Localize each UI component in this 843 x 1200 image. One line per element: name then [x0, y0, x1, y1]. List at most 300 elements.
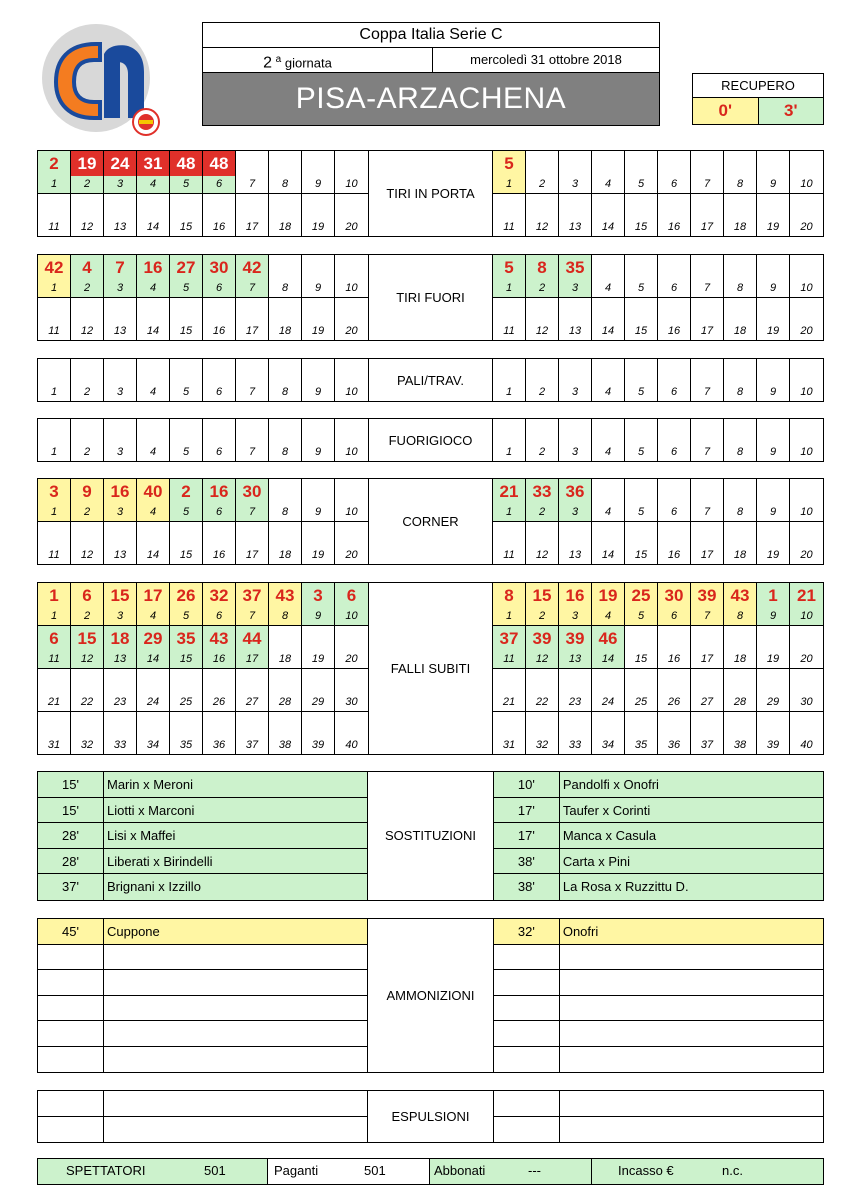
- stat-index-cell: 18: [724, 219, 757, 236]
- event-minute: [38, 1117, 104, 1143]
- stat-value-cell: [790, 626, 823, 651]
- stat-value-cell: 29: [137, 626, 170, 651]
- stat-index-cell: 35: [625, 737, 658, 754]
- stat-value-cell: [724, 298, 757, 323]
- stat-index-cell: 13: [104, 651, 137, 668]
- stat-index-cell: 34: [592, 737, 625, 754]
- stat-value-cell: [71, 359, 104, 384]
- abbonati-label: Abbonati: [434, 1163, 486, 1178]
- event-minute: [494, 1117, 560, 1143]
- list-row: [494, 970, 823, 996]
- section-label: ESPULSIONI: [367, 1091, 494, 1142]
- stat-value-cell: 19: [71, 151, 104, 176]
- stat-index-cell: 5: [170, 608, 203, 625]
- list-row: [494, 919, 823, 945]
- stat-value-cell: 8: [493, 583, 526, 608]
- stat-value-cell: [236, 522, 269, 547]
- stat-index-cell: 10: [790, 608, 823, 625]
- stat-index-cell: 8: [269, 444, 302, 461]
- stat-index-cell: 12: [71, 219, 104, 236]
- stat-index-cell: 5: [170, 504, 203, 521]
- stat-value-cell: 43: [269, 583, 302, 608]
- stat-index-cell: 4: [592, 384, 625, 401]
- stat-index-cell: 16: [658, 219, 691, 236]
- stat-index-cell: 6: [203, 280, 236, 297]
- away-stats: [493, 583, 823, 754]
- stat-value-cell: [658, 194, 691, 219]
- stat-value-cell: [335, 522, 368, 547]
- stat-index-cell: 1: [38, 504, 71, 521]
- stat-value-cell: [71, 419, 104, 444]
- stat-index-cell: 37: [236, 737, 269, 754]
- stat-index-cell: 27: [236, 694, 269, 711]
- stat-value-cell: [526, 419, 559, 444]
- stat-index-cell: 3: [559, 280, 592, 297]
- section-label: PALI/TRAV.: [368, 359, 493, 401]
- stat-index-cell: 15: [170, 323, 203, 340]
- stat-index-cell: 1: [493, 608, 526, 625]
- stat-value-cell: [335, 255, 368, 280]
- stat-value-cell: 35: [170, 626, 203, 651]
- list-row: [38, 1047, 367, 1073]
- stat-index-cell: 4: [137, 608, 170, 625]
- stat-value-cell: [170, 669, 203, 694]
- stat-index-cell: 3: [104, 444, 137, 461]
- stat-value-cell: [236, 194, 269, 219]
- stat-index-cell: 15: [170, 651, 203, 668]
- stat-index-cell: 2: [71, 444, 104, 461]
- stat-index-cell: 9: [302, 444, 335, 461]
- list-row: [38, 919, 367, 945]
- stat-index-cell: 36: [203, 737, 236, 754]
- stat-value-cell: [203, 522, 236, 547]
- event-player: [104, 996, 367, 1021]
- stat-value-cell: 1: [38, 583, 71, 608]
- stat-value-cell: [335, 626, 368, 651]
- stat-index-cell: 3: [104, 504, 137, 521]
- stat-value-cell: [691, 522, 724, 547]
- stat-value-cell: [592, 712, 625, 737]
- event-player: Liotti x Marconi: [107, 802, 195, 818]
- stat-value-cell: 39: [691, 583, 724, 608]
- stat-index-cell: 11: [493, 323, 526, 340]
- stat-index-cell: 16: [203, 323, 236, 340]
- stat-value-cell: [757, 712, 790, 737]
- stat-value-cell: [592, 522, 625, 547]
- stat-value-cell: [335, 194, 368, 219]
- stat-value-cell: [71, 712, 104, 737]
- stat-value-cell: [335, 712, 368, 737]
- stat-index-cell: 5: [625, 384, 658, 401]
- list-row: [38, 1021, 367, 1047]
- stat-index-cell: 30: [345, 696, 358, 708]
- list-row: [494, 1021, 823, 1047]
- stat-value-cell: [559, 522, 592, 547]
- stat-index-cell: 15: [625, 323, 658, 340]
- stat-value-cell: [269, 712, 302, 737]
- stat-value-cell: [658, 712, 691, 737]
- stat-value-cell: 7: [104, 255, 137, 280]
- list-row: [494, 1047, 823, 1073]
- stat-value-cell: [38, 669, 71, 694]
- stat-value-cell: [38, 419, 71, 444]
- stat-index-cell: 4: [137, 504, 170, 521]
- stat-index-cell: 3: [559, 608, 592, 625]
- stat-index-cell: 10: [345, 446, 358, 458]
- stats-section: [37, 478, 824, 565]
- stat-value-cell: [790, 359, 823, 384]
- stat-index-cell: 22: [71, 694, 104, 711]
- stat-index-cell: 6: [658, 280, 691, 297]
- event-minute: [38, 996, 104, 1021]
- stat-value-cell: [137, 359, 170, 384]
- stat-index-cell: 19: [757, 651, 790, 668]
- stat-index-cell: 3: [559, 504, 592, 521]
- stat-index-cell: 17: [691, 219, 724, 236]
- stat-value-cell: 42: [236, 255, 269, 280]
- stat-value-cell: 6: [71, 583, 104, 608]
- stat-index-cell: 14: [137, 547, 170, 564]
- stat-value-cell: [757, 669, 790, 694]
- stat-index-cell: 9: [302, 384, 335, 401]
- stat-value-cell: [724, 255, 757, 280]
- event-player: [560, 1021, 823, 1046]
- stat-index-cell: 5: [625, 608, 658, 625]
- stat-value-cell: [302, 419, 335, 444]
- stat-index-cell: 30: [800, 696, 813, 708]
- stat-value-cell: [592, 298, 625, 323]
- stat-index-cell: 15: [170, 547, 203, 564]
- espulsioni-section: [37, 1090, 824, 1143]
- stat-index-cell: 18: [269, 547, 302, 564]
- stat-index-cell: 9: [302, 608, 335, 625]
- stat-index-cell: 1: [38, 280, 71, 297]
- stat-index-cell: 20: [800, 653, 813, 665]
- sostituzioni-section: [37, 771, 824, 901]
- stat-value-cell: 21: [790, 583, 823, 608]
- stat-index-cell: 10: [800, 446, 813, 458]
- stat-value-cell: [625, 419, 658, 444]
- stat-value-cell: [691, 151, 724, 176]
- stat-value-cell: [757, 359, 790, 384]
- event-minute: 17': [494, 823, 560, 848]
- event-minute: [38, 1091, 104, 1116]
- stat-value-cell: [137, 669, 170, 694]
- stat-value-cell: 35: [559, 255, 592, 280]
- stat-value-cell: [269, 194, 302, 219]
- event-player: [104, 1021, 367, 1046]
- stat-index-cell: 12: [526, 651, 559, 668]
- stat-index-cell: 21: [38, 694, 71, 711]
- away-stats: [493, 419, 823, 461]
- stat-index-cell: 18: [269, 323, 302, 340]
- stat-value-cell: [335, 359, 368, 384]
- stat-value-cell: 15: [526, 583, 559, 608]
- stat-index-cell: 5: [170, 280, 203, 297]
- stat-value-cell: [493, 359, 526, 384]
- stat-value-cell: 16: [137, 255, 170, 280]
- list-row: [494, 849, 823, 875]
- stat-value-cell: 31: [137, 151, 170, 176]
- event-player: [560, 1091, 823, 1116]
- home-stats: [38, 479, 368, 564]
- home-ammonizioni: [38, 919, 367, 1072]
- event-minute: 15': [38, 772, 104, 797]
- stat-index-cell: 19: [757, 323, 790, 340]
- event-minute: [494, 996, 560, 1021]
- spettatori-label: SPETTATORI: [66, 1163, 146, 1178]
- stat-index-cell: 14: [592, 547, 625, 564]
- home-sostituzioni: [38, 772, 367, 900]
- stat-index-cell: 9: [757, 444, 790, 461]
- recupero-second-half: 3': [759, 98, 824, 124]
- stat-index-cell: 28: [724, 694, 757, 711]
- list-row: [494, 874, 823, 900]
- stat-index-cell: 8: [724, 176, 757, 193]
- stat-value-cell: [790, 479, 823, 504]
- stat-value-cell: [104, 419, 137, 444]
- event-player: [560, 1117, 823, 1143]
- list-row: [38, 849, 367, 875]
- stat-index-cell: 4: [137, 176, 170, 193]
- stat-index-cell: 2: [71, 280, 104, 297]
- stat-index-cell: 1: [38, 608, 71, 625]
- stat-value-cell: 46: [592, 626, 625, 651]
- stat-value-cell: 16: [559, 583, 592, 608]
- stat-value-cell: 39: [526, 626, 559, 651]
- stat-index-cell: 26: [203, 694, 236, 711]
- stat-value-cell: [724, 479, 757, 504]
- stat-value-cell: 6: [335, 583, 368, 608]
- stat-value-cell: [335, 669, 368, 694]
- stat-index-cell: 3: [559, 444, 592, 461]
- stat-value-cell: [302, 359, 335, 384]
- stat-value-cell: 15: [71, 626, 104, 651]
- stat-index-cell: 6: [203, 504, 236, 521]
- stat-value-cell: [302, 151, 335, 176]
- stat-index-cell: 4: [592, 176, 625, 193]
- stat-value-cell: [170, 712, 203, 737]
- away-ammonizioni: [494, 919, 823, 1072]
- stat-value-cell: 30: [203, 255, 236, 280]
- event-player: Carta x Pini: [562, 853, 631, 869]
- stat-index-cell: 1: [493, 384, 526, 401]
- stat-value-cell: [302, 298, 335, 323]
- stat-index-cell: 6: [658, 444, 691, 461]
- stat-value-cell: [790, 194, 823, 219]
- stat-value-cell: [335, 479, 368, 504]
- stat-value-cell: [203, 712, 236, 737]
- stat-value-cell: [493, 194, 526, 219]
- event-minute: 32': [494, 919, 560, 944]
- stat-value-cell: [658, 419, 691, 444]
- event-player: [560, 996, 823, 1021]
- stat-value-cell: [104, 298, 137, 323]
- stat-index-cell: 4: [592, 608, 625, 625]
- stat-value-cell: [691, 419, 724, 444]
- stat-index-cell: 2: [526, 444, 559, 461]
- stat-index-cell: 20: [345, 653, 358, 665]
- stat-value-cell: [71, 522, 104, 547]
- section-label: FALLI SUBITI: [368, 583, 493, 754]
- stat-index-cell: 1: [493, 280, 526, 297]
- stat-index-cell: 16: [203, 547, 236, 564]
- stat-index-cell: 14: [592, 323, 625, 340]
- attendance-footer: [37, 1158, 824, 1185]
- stat-value-cell: [592, 669, 625, 694]
- stat-index-cell: 34: [137, 737, 170, 754]
- paganti-label: Paganti: [274, 1163, 319, 1178]
- stat-value-cell: [592, 151, 625, 176]
- stat-index-cell: 12: [71, 323, 104, 340]
- list-row: [38, 1091, 367, 1117]
- stat-index-cell: 16: [658, 651, 691, 668]
- stat-index-cell: 28: [269, 694, 302, 711]
- stat-index-cell: 8: [269, 280, 302, 297]
- list-row: [38, 996, 367, 1022]
- match-header: [202, 22, 660, 126]
- stat-value-cell: 4: [71, 255, 104, 280]
- stat-value-cell: [691, 298, 724, 323]
- stat-index-cell: 40: [800, 739, 813, 751]
- stat-index-cell: 10: [800, 282, 813, 294]
- stat-value-cell: [38, 712, 71, 737]
- stat-index-cell: 1: [493, 504, 526, 521]
- stat-index-cell: 11: [493, 219, 526, 236]
- event-minute: 37': [38, 874, 104, 900]
- stat-index-cell: 8: [269, 608, 302, 625]
- stat-value-cell: [71, 298, 104, 323]
- stat-index-cell: 8: [724, 504, 757, 521]
- stat-value-cell: [38, 298, 71, 323]
- stat-index-cell: 12: [71, 651, 104, 668]
- event-player: [104, 1047, 367, 1073]
- stat-index-cell: 8: [269, 176, 302, 193]
- stats-section: [37, 358, 824, 402]
- stat-value-cell: [790, 669, 823, 694]
- stat-index-cell: 39: [757, 737, 790, 754]
- stat-index-cell: 20: [345, 221, 358, 233]
- stat-value-cell: [625, 359, 658, 384]
- stat-value-cell: 21: [493, 479, 526, 504]
- stat-value-cell: 42: [38, 255, 71, 280]
- stat-value-cell: 16: [104, 479, 137, 504]
- event-minute: [494, 1091, 560, 1116]
- stat-value-cell: 37: [493, 626, 526, 651]
- stat-index-cell: 9: [757, 176, 790, 193]
- event-minute: 28': [38, 849, 104, 874]
- stat-value-cell: 36: [559, 479, 592, 504]
- stat-value-cell: [493, 522, 526, 547]
- stat-value-cell: [269, 151, 302, 176]
- stat-value-cell: [790, 712, 823, 737]
- stat-value-cell: [559, 359, 592, 384]
- stat-index-cell: 2: [526, 608, 559, 625]
- stat-index-cell: 15: [625, 547, 658, 564]
- stat-value-cell: [137, 419, 170, 444]
- stat-value-cell: [757, 194, 790, 219]
- stat-value-cell: [269, 522, 302, 547]
- stat-value-cell: [757, 479, 790, 504]
- stat-index-cell: 20: [345, 549, 358, 561]
- stat-value-cell: [493, 712, 526, 737]
- stat-value-cell: [757, 522, 790, 547]
- stat-value-cell: 8: [526, 255, 559, 280]
- stat-value-cell: [625, 669, 658, 694]
- incasso-value: n.c.: [722, 1163, 743, 1178]
- event-player: Brignani x Izzillo: [107, 879, 201, 894]
- stat-index-cell: 1: [493, 176, 526, 193]
- stat-index-cell: 29: [302, 694, 335, 711]
- stat-value-cell: [137, 298, 170, 323]
- stat-value-cell: [71, 194, 104, 219]
- stat-value-cell: [691, 194, 724, 219]
- stats-section: [37, 254, 824, 341]
- stat-index-cell: 16: [658, 547, 691, 564]
- stat-index-cell: 9: [757, 504, 790, 521]
- stat-index-cell: 9: [757, 608, 790, 625]
- stat-value-cell: [691, 255, 724, 280]
- event-player: [560, 970, 823, 995]
- event-minute: [38, 1047, 104, 1073]
- list-row: [38, 772, 367, 798]
- stat-index-cell: 2: [526, 384, 559, 401]
- event-player: [104, 1117, 367, 1143]
- stat-index-cell: 3: [559, 176, 592, 193]
- section-label: CORNER: [368, 479, 493, 564]
- stat-value-cell: [691, 712, 724, 737]
- list-row: [38, 945, 367, 971]
- stat-index-cell: 3: [104, 608, 137, 625]
- stat-index-cell: 1: [38, 176, 71, 193]
- stat-index-cell: 10: [345, 506, 358, 518]
- stat-index-cell: 5: [625, 176, 658, 193]
- stat-index-cell: 2: [71, 504, 104, 521]
- event-player: Onofri: [562, 924, 599, 939]
- stat-value-cell: 44: [236, 626, 269, 651]
- stat-value-cell: [269, 479, 302, 504]
- event-player: [560, 945, 823, 970]
- stat-index-cell: 7: [236, 608, 269, 625]
- stat-value-cell: 39: [559, 626, 592, 651]
- stat-value-cell: 37: [236, 583, 269, 608]
- stat-index-cell: 17: [236, 547, 269, 564]
- stat-value-cell: [526, 522, 559, 547]
- away-stats: [493, 479, 823, 564]
- stat-index-cell: 18: [724, 651, 757, 668]
- stat-index-cell: 1: [38, 384, 71, 401]
- stat-value-cell: [302, 255, 335, 280]
- stat-index-cell: 14: [592, 219, 625, 236]
- stat-value-cell: 17: [137, 583, 170, 608]
- stat-index-cell: 3: [104, 176, 137, 193]
- away-stats: [493, 359, 823, 401]
- stat-index-cell: 16: [203, 219, 236, 236]
- stat-value-cell: 6: [38, 626, 71, 651]
- stat-value-cell: [269, 255, 302, 280]
- stat-index-cell: 32: [71, 737, 104, 754]
- event-player: Lisi x Maffei: [107, 828, 176, 843]
- away-sostituzioni: [494, 772, 823, 900]
- stat-index-cell: 9: [757, 280, 790, 297]
- stat-index-cell: 10: [345, 386, 358, 398]
- stat-index-cell: 14: [137, 651, 170, 668]
- stat-value-cell: [38, 359, 71, 384]
- stats-section: [37, 582, 824, 755]
- stat-value-cell: [170, 359, 203, 384]
- recupero-box: [692, 73, 824, 125]
- stat-value-cell: [302, 522, 335, 547]
